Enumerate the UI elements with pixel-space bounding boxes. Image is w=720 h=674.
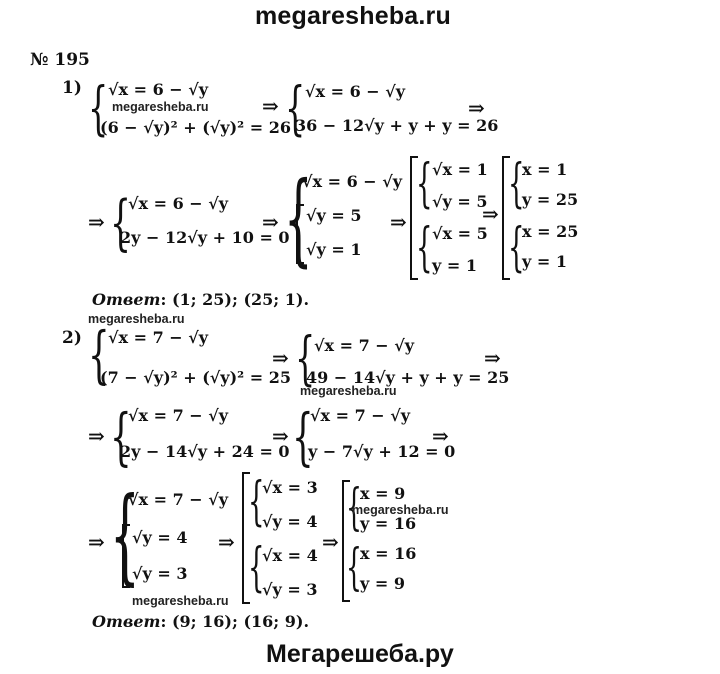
part1-answer [92,290,309,309]
problem-number: № 195 [30,50,90,70]
part2-system5-eq3: √y = 3 [132,564,188,583]
implies-arrow: ⇒ [322,530,339,554]
answer-label: Ответ [92,290,161,309]
part1-system6-eq2: y = 25 [522,190,579,209]
part1-system2-eq1: √x = 6 − √y [305,82,406,101]
part2-system5-brace: { [110,474,140,596]
part1-system6-eq3: x = 25 [522,222,579,241]
part1-system5-eq4: y = 1 [432,256,477,275]
part2-system2-eq2: 49 − 14√y + y + y = 25 [306,368,510,387]
site-header: megaresheba.ru [255,2,451,30]
part1-system4-brace: { [284,160,313,277]
part2-system7-eq3: x = 16 [360,544,417,563]
implies-arrow: ⇒ [482,202,499,226]
part1-system1-brace: { [88,74,109,142]
implies-arrow: ⇒ [272,424,289,448]
implies-arrow: ⇒ [88,424,105,448]
watermark: megaresheba.ru [300,384,397,398]
part1-system3-brace: { [110,188,132,258]
part2-system3-eq1: √x = 7 − √y [128,406,229,425]
part2-system2-eq1: √x = 7 − √y [314,336,415,355]
part1-system4-eq3: √y = 1 [306,240,362,259]
part2-system4-brace: { [292,400,314,473]
part1-label: 1) [62,78,82,98]
part1-system2-brace: { [285,74,306,142]
part2-system5-bracket [122,524,130,588]
part2-system7-eq1: x = 9 [360,484,406,503]
part2-system6-eq2: √y = 4 [262,512,318,531]
watermark: megaresheba.ru [132,594,229,608]
part2-system7-eq2: y = 16 [360,514,417,533]
part1-system5-brace-a: { [416,154,433,214]
implies-arrow: ⇒ [468,96,485,120]
implies-arrow: ⇒ [88,530,105,554]
part1-system2-eq2: 36 − 12√y + y + y = 26 [295,116,499,135]
part1-system5-eq2: √y = 5 [432,192,488,211]
part2-system3-eq2: 2y − 14√y + 24 = 0 [120,442,290,461]
part1-system6-brace-b: { [508,218,525,278]
part1-system3-eq1: √x = 6 − √y [128,194,229,213]
part2-system6-eq1: √x = 3 [262,478,318,497]
part1-system6-brace-a: { [508,154,525,214]
implies-arrow: ⇒ [272,346,289,370]
part1-system1-eq1: √x = 6 − √y [108,80,209,99]
part1-system6-eq1: x = 1 [522,160,568,179]
part1-system5-eq1: √x = 1 [432,160,488,179]
part1-system4-eq1: √x = 6 − √y [302,172,403,191]
answer-value: : (1; 25); (25; 1). [160,290,310,309]
part2-system7-brace-b: { [346,538,362,596]
watermark: megaresheba.ru [88,312,185,326]
part2-system6-brace-b: { [248,538,265,598]
part2-system6-brace-a: { [248,472,265,532]
implies-arrow: ⇒ [218,530,235,554]
part2-system2-brace: { [295,324,316,392]
implies-arrow: ⇒ [262,210,279,234]
implies-arrow: ⇒ [88,210,105,234]
part1-system4-bracket [296,204,304,264]
part1-system4-eq2: √y = 5 [306,206,362,225]
part1-system6-eq4: y = 1 [522,252,567,271]
part2-system6-eq3: √x = 4 [262,546,318,565]
implies-arrow: ⇒ [432,424,449,448]
part2-system3-brace: { [110,400,132,473]
part2-system1-eq1: √x = 7 − √y [108,328,209,347]
site-footer: Мегарешеба.ру [266,640,454,668]
part2-system7-brace-a: { [346,478,362,536]
part2-system1-eq2: (7 − √y)² + (√y)² = 25 [100,368,291,387]
part2-system5-eq2: √y = 4 [132,528,188,547]
part2-system4-eq2: y − 7√y + 12 = 0 [308,442,456,461]
part2-system4-eq1: √x = 7 − √y [310,406,411,425]
part2-answer [92,612,309,631]
part1-system5-eq3: √x = 5 [432,224,488,243]
answer-label: Ответ [92,612,161,631]
part2-system6-eq4: √y = 3 [262,580,318,599]
implies-arrow: ⇒ [262,94,279,118]
answer-value: : (9; 16); (16; 9). [160,612,310,631]
watermark: megaresheba.ru [112,100,209,114]
watermark: megaresheba.ru [352,503,449,517]
implies-arrow: ⇒ [484,346,501,370]
implies-arrow: ⇒ [390,210,407,234]
part2-label: 2) [62,328,82,348]
part1-system3-eq2: 2y − 12√y + 10 = 0 [120,228,290,247]
part2-system1-brace: { [88,318,110,391]
part1-system5-brace-b: { [416,218,433,278]
part2-system7-eq4: y = 9 [360,574,405,593]
part2-system5-eq1: √x = 7 − √y [128,490,229,509]
part1-system1-eq2: (6 − √y)² + (√y)² = 26 [100,118,291,137]
